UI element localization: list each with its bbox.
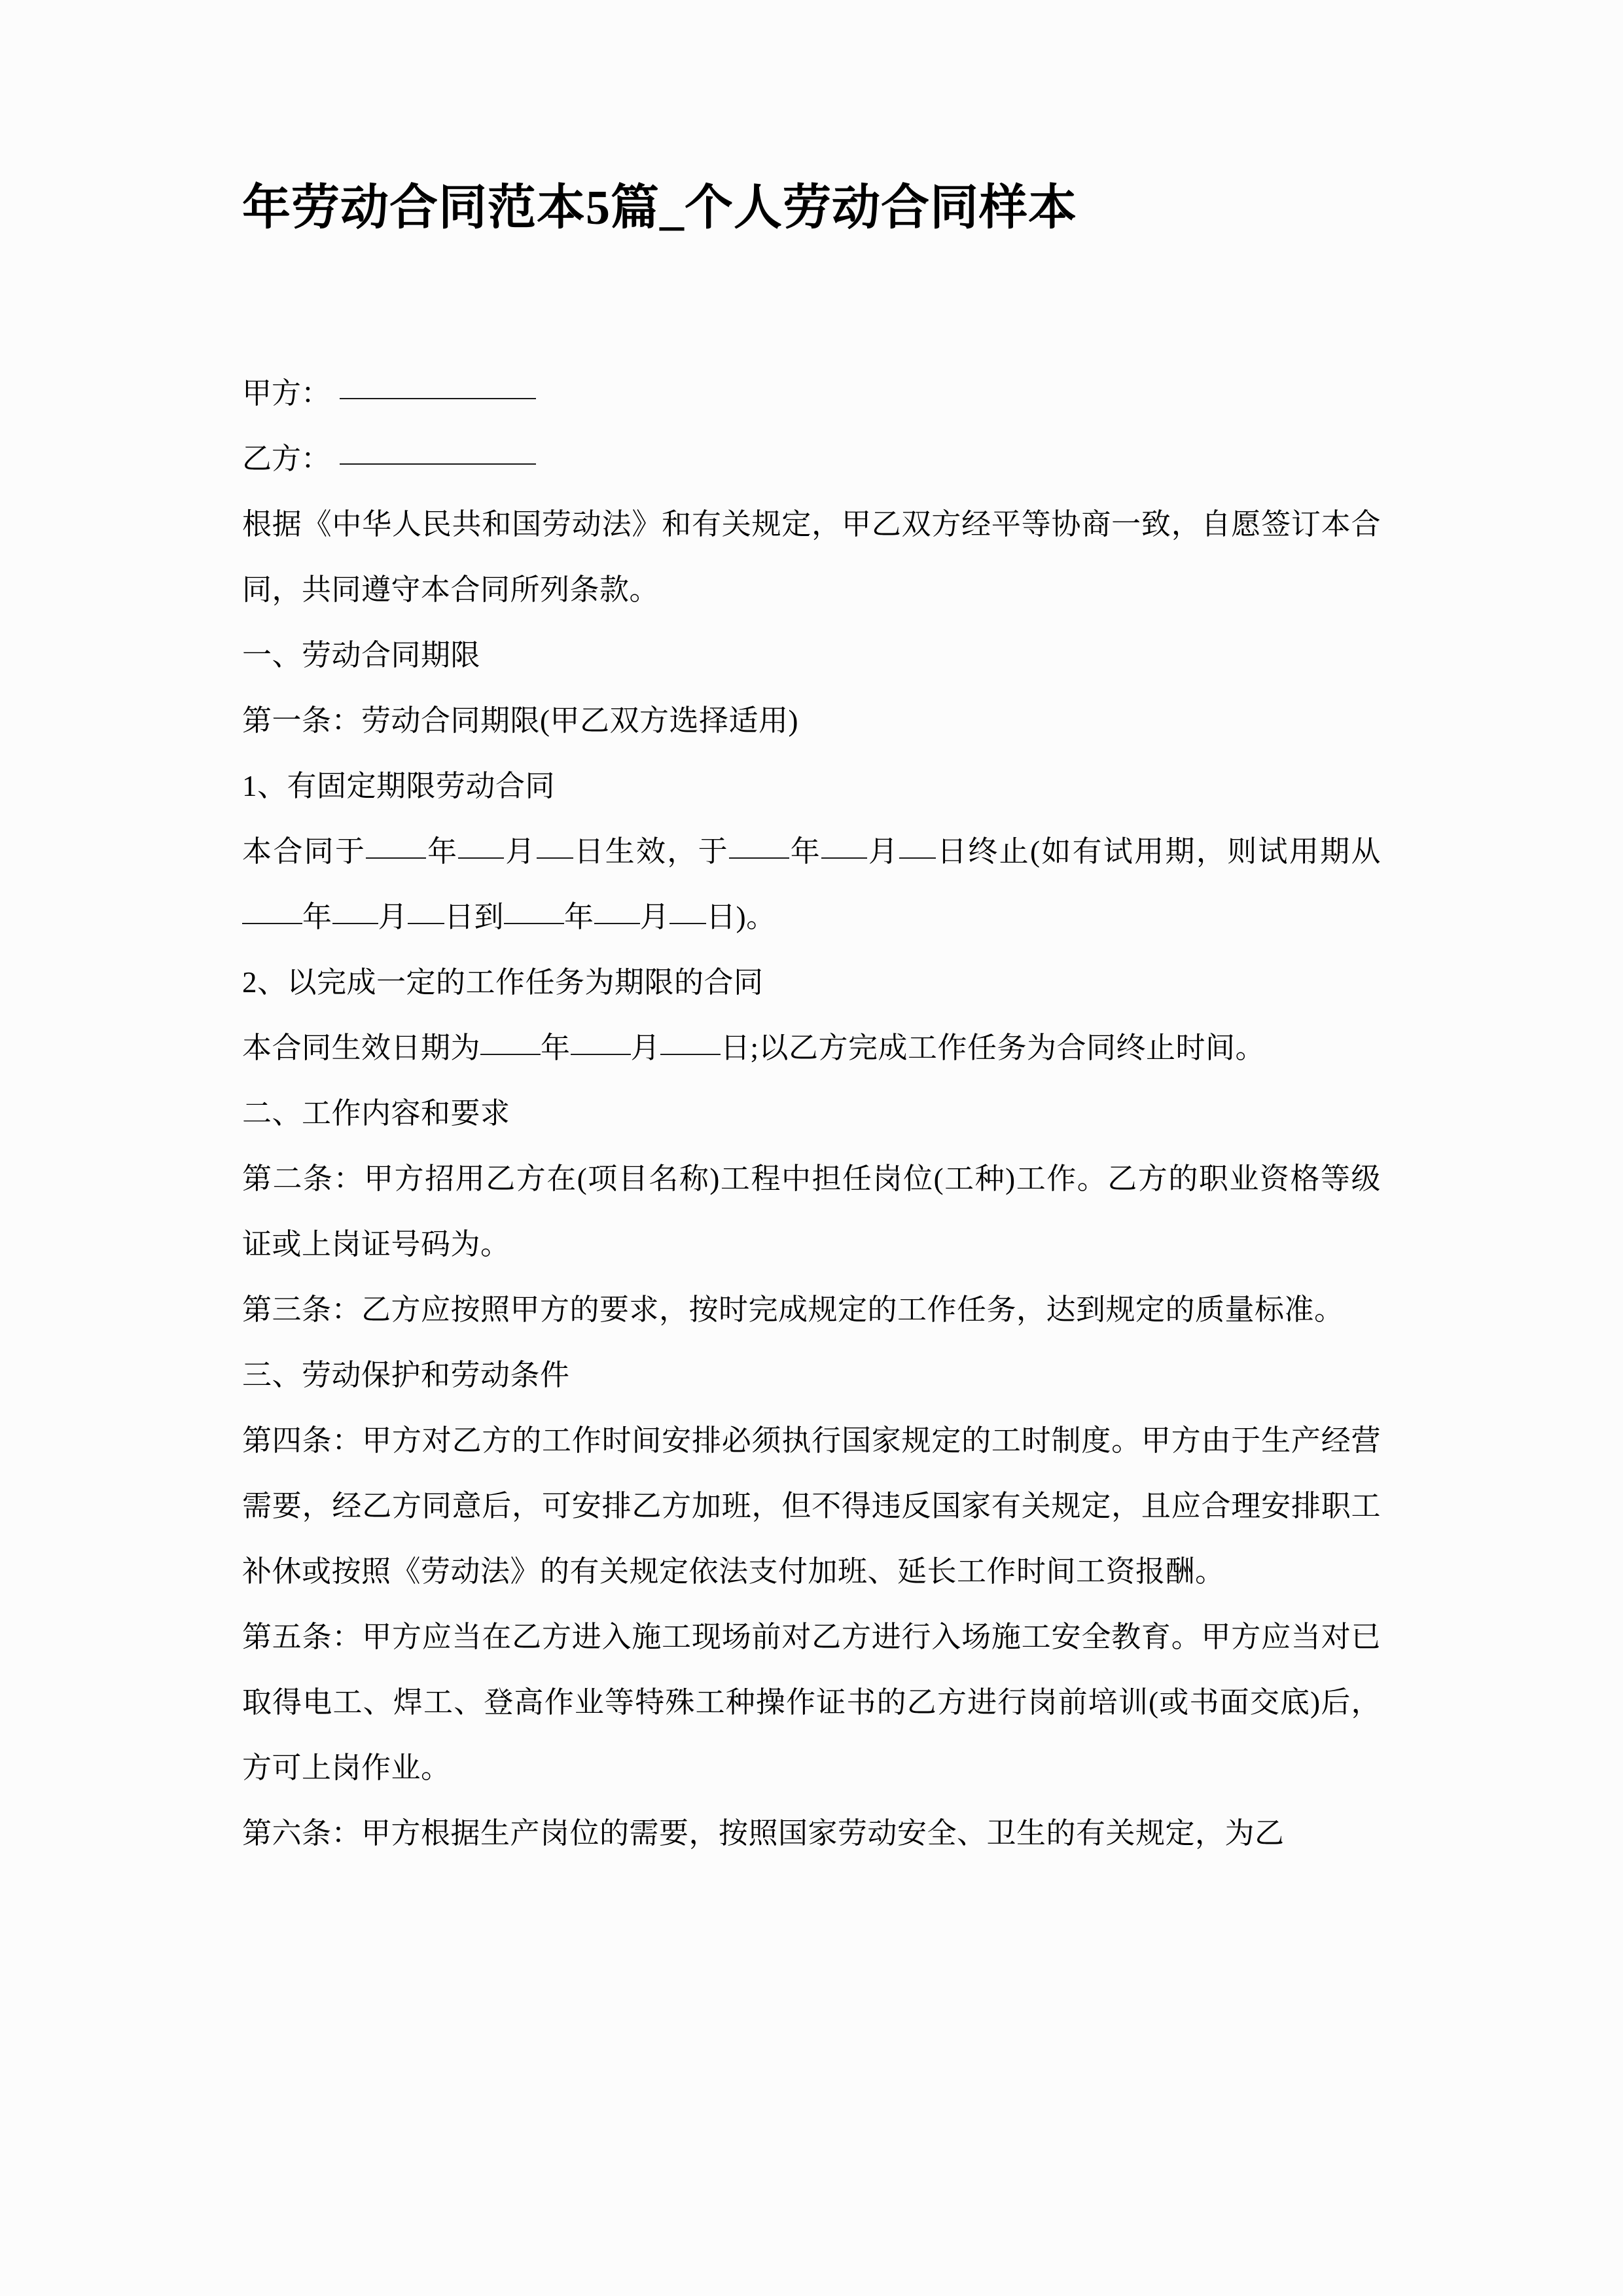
label-task-month: 月 (630, 1031, 661, 1064)
blank-start-month[interactable] (458, 857, 504, 859)
label-to: 日到 (444, 900, 505, 933)
paragraph-item-1-2: 2、以完成一定的工作任务为期限的合同 (242, 965, 764, 999)
blank-probation-start-day[interactable] (408, 923, 444, 924)
paragraph-article-3: 第三条：乙方应按照甲方的要求，按时完成规定的工作任务，达到规定的质量标准。 (242, 1293, 1344, 1326)
party-a-blank-rule[interactable] (340, 398, 536, 399)
blank-task-day[interactable] (660, 1054, 721, 1055)
label-effective: 日生效，于 (573, 834, 729, 868)
document-body (242, 361, 1381, 1866)
paragraph-article-5: 第五条：甲方应当在乙方进入施工现场前对乙方进行入场施工安全教育。甲方应当对已取得电工、焊工、登高作业等特殊工种操作证书的乙方进行岗前培训(或书面交底)后，方可上岗作业。 (242, 1620, 1381, 1784)
heading-section-1: 一、劳动合同期限 (242, 638, 481, 672)
party-b-blank-rule[interactable] (340, 463, 536, 465)
paragraph-item-1-2-body (242, 1015, 1381, 1081)
paragraph-article-2: 第二条：甲方招用乙方在(项目名称)工程中担任岗位(工种)工作。乙方的职业资格等级证或上岗证号码为。 (242, 1162, 1381, 1261)
label-year-2: 年 (789, 834, 822, 868)
task-term-prefix: 本合同生效日期为 (242, 1031, 481, 1064)
blank-probation-end-month[interactable] (594, 923, 640, 924)
label-close: 日)。 (706, 900, 776, 933)
label-month-2: 月 (867, 834, 900, 868)
party-b-field[interactable] (242, 426, 1381, 492)
blank-start-year[interactable] (366, 857, 426, 859)
page-title: 年劳动合同范本5篇_个人劳动合同样本 (242, 181, 1077, 235)
label-task-suffix: 日;以乙方完成工作任务为合同终止时间。 (721, 1031, 1266, 1064)
paragraph-item-1-1-body (242, 819, 1381, 950)
label-month-4: 月 (639, 900, 670, 933)
label-month-1: 月 (504, 834, 537, 868)
party-a-label: 甲方： (242, 376, 331, 410)
label-year-4: 年 (564, 900, 594, 933)
paragraph-article-1: 第一条：劳动合同期限(甲乙双方选择适用) (242, 704, 798, 737)
blank-end-month[interactable] (821, 857, 867, 859)
heading-section-2: 二、工作内容和要求 (242, 1096, 510, 1130)
blank-probation-end-day[interactable] (669, 923, 706, 924)
label-month-3: 月 (378, 900, 408, 933)
blank-probation-start-year[interactable] (242, 923, 302, 924)
blank-task-month[interactable] (571, 1054, 631, 1055)
party-b-label: 乙方： (242, 442, 331, 475)
label-year-3: 年 (302, 900, 332, 933)
label-terminate: 日终止(如有试用期，则试用期从 (936, 834, 1381, 868)
blank-probation-end-year[interactable] (504, 923, 564, 924)
blank-probation-start-month[interactable] (332, 923, 378, 924)
blank-end-year[interactable] (729, 857, 789, 859)
fixed-term-prefix: 本合同于 (242, 834, 366, 868)
page-content-column (242, 0, 1381, 1866)
blank-task-year[interactable] (480, 1054, 541, 1055)
party-a-field[interactable] (242, 361, 1381, 426)
paragraph-preamble: 根据《中华人民共和国劳动法》和有关规定，甲乙双方经平等协商一致，自愿签订本合同，共同遵守本合同所列条款。 (242, 507, 1381, 606)
paragraph-article-6: 第六条：甲方根据生产岗位的需要，按照国家劳动安全、卫生的有关规定，为乙 (242, 1816, 1285, 1850)
heading-section-3: 三、劳动保护和劳动条件 (242, 1358, 570, 1391)
paragraph-article-4: 第四条：甲方对乙方的工作时间安排必须执行国家规定的工时制度。甲方由于生产经营需要，经乙方同意后，可安排乙方加班，但不得违反国家有关规定，且应合理安排职工补休或按照《劳动法》的有关规定依法支付加班、延长工作时间工资报酬。 (242, 1424, 1381, 1588)
paragraph-item-1-1: 1、有固定期限劳动合同 (242, 769, 556, 802)
blank-end-day[interactable] (899, 857, 936, 859)
label-year-1: 年 (426, 834, 459, 868)
label-task-year: 年 (541, 1031, 571, 1064)
blank-start-day[interactable] (537, 857, 573, 859)
